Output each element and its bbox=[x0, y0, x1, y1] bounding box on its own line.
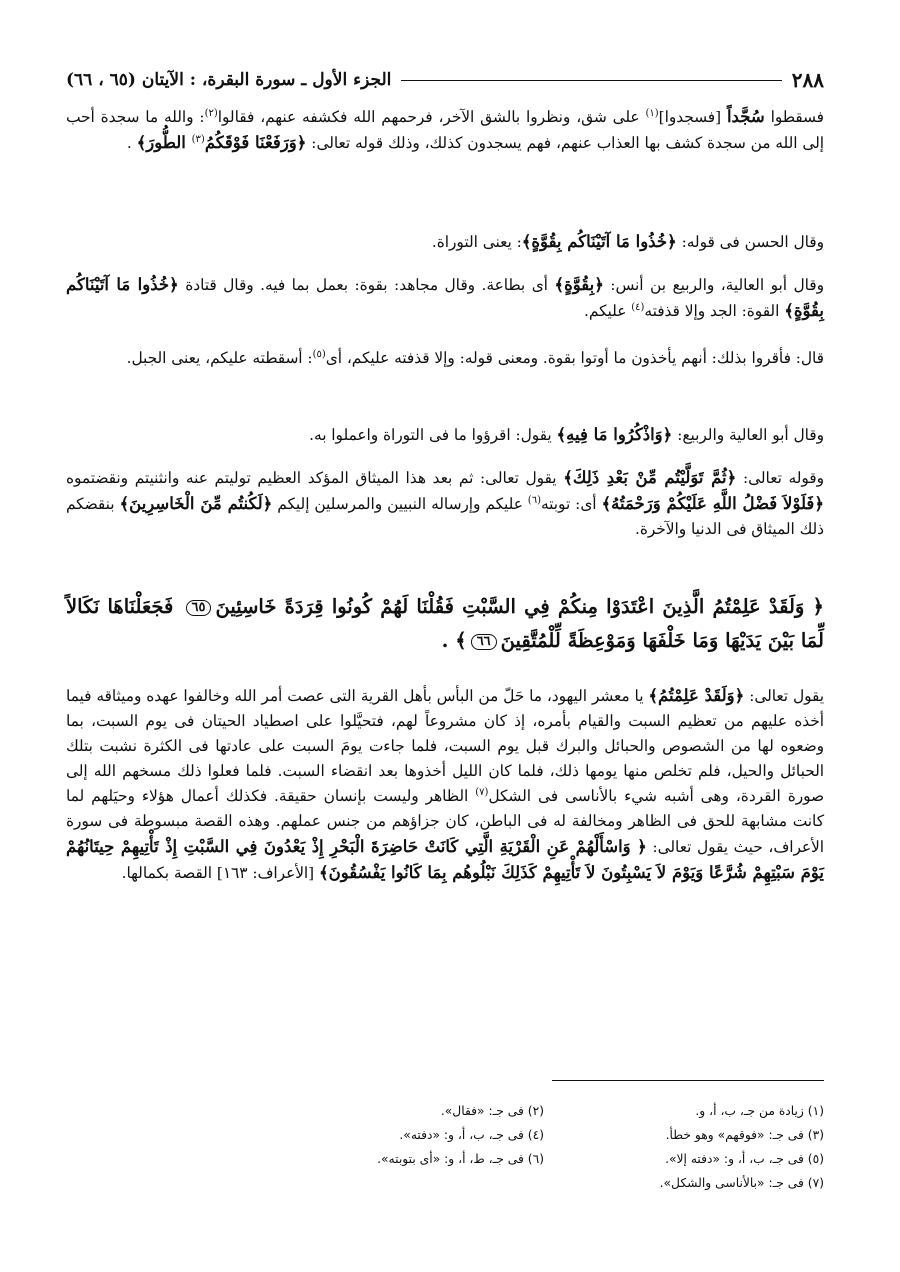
text: : أسقطته عليكم، يعنى الجبل. bbox=[126, 349, 313, 367]
quran-quote: ﴿بِقُوَّةٍ﴾ bbox=[554, 275, 604, 294]
quran-quote: سُجَّداً bbox=[726, 107, 765, 126]
text: القوة: الجد وإلا قذفته bbox=[644, 302, 785, 320]
text: أى: توبته bbox=[540, 495, 602, 513]
paragraph-4 bbox=[66, 346, 824, 371]
footnote-ref: (٦) bbox=[527, 494, 541, 506]
paragraph-6 bbox=[66, 465, 824, 542]
footnote-3: (٣) فى جـ: «فوقهم» وهو خطأ. bbox=[665, 1128, 824, 1142]
text: الظاهر وليست بإنسان حقيقة. فكذلك أعمال هؤلاء وحيَلهم لما كانت مشابهة للحق فى الظاهر ومخالفة له فى الباطن، كان جزاؤهم من جنس عملهم. وهذه القصة مبسوطة فى سورة الأعراف، حيث يقول تعالى: bbox=[66, 787, 824, 856]
text: : والله ما سجدة أحب إلى الله من سجدة كشف بها العذاب عنهم، فهم يسجدون كذلك، وذلك قوله تعالى: bbox=[66, 108, 824, 152]
text: فسقطوا bbox=[770, 108, 824, 126]
text: يقول: اقرؤوا ما فى التوراة واعملوا به. bbox=[309, 426, 557, 444]
footnote-1: (١) زيادة من جـ، ب، أ، و. bbox=[695, 1104, 824, 1118]
verse-text: ﴾ . bbox=[441, 629, 467, 652]
text: [الأعراف: ١٦٣] القصة بكمالها. bbox=[121, 864, 319, 882]
quran-quote: ﴿لَكُنتُم مِّنَ الْخَاسِرِينَ﴾ bbox=[119, 494, 273, 513]
text: وقوله تعالى: bbox=[736, 469, 824, 487]
footnote-ref: (٧) bbox=[475, 786, 489, 798]
page-header bbox=[66, 66, 824, 94]
page-number: ٢٨٨ bbox=[791, 68, 824, 92]
footnote-rule bbox=[552, 1080, 824, 1081]
header-rule bbox=[401, 80, 781, 81]
text: وقال أبو العالية والربيع: bbox=[672, 426, 824, 444]
paragraph-3 bbox=[66, 272, 824, 324]
quran-quote: الطُّورَ﴾ bbox=[136, 133, 192, 152]
text: . bbox=[126, 134, 137, 152]
paragraph-7 bbox=[66, 683, 824, 886]
running-title: الجزء الأول ـ سورة البقرة، : الآيتان (٦٥ ، ٦٦) bbox=[66, 70, 392, 90]
footnote-ref: (١) bbox=[645, 107, 659, 119]
quran-quote: ﴿وَلَقَدْ عَلِمْتُمُ﴾ bbox=[648, 686, 745, 705]
text: على شق، ونظروا بالشق الآخر، فرحمهم الله فكشفه عنهم، فقالوا bbox=[217, 108, 646, 126]
quran-quote: ﴿ وَاسْأَلْهُمْ عَنِ الْقَرْيَةِ الَّتِي كَانَتْ حَاضِرَةَ الْبَحْرِ إِذْ يَعْدُونَ فِي السَّبْتِ إِذْ تَأْتِيهِمْ حِيتَانُهُمْ يَوْمَ سَبْتِهِمْ شُرَّعًا وَيَوْمَ لاَ يَسْبِتُونَ لاَ تَأْتِيهِمْ كَذَلِكَ نَبْلُوهُم بِمَا كَانُوا يَفْسُقُونَ﴾ bbox=[66, 837, 824, 882]
footnote-7: (٧) فى جـ: «بالأناسى والشكل». bbox=[659, 1176, 824, 1190]
verse-number-marker: ٦٥ bbox=[186, 600, 212, 616]
text: يقول تعالى: ثم بعد هذا الميثاق المؤكد العظيم توليتم عنه وانثنيتم ونقضتموه bbox=[66, 469, 564, 487]
text: قال: فأقروا بذلك: أنهم يأخذون ما أوتوا بقوة. ومعنى قوله: وإلا قذفته عليكم، أى bbox=[325, 349, 824, 367]
footnote-4: (٤) فى جـ، ب، أ، و: «دفته». bbox=[399, 1128, 544, 1142]
verse-number-marker: ٦٦ bbox=[471, 634, 497, 650]
text: : يعنى التوراة. bbox=[431, 233, 522, 251]
paragraph-5 bbox=[66, 422, 824, 448]
quran-quote: ﴿وَاذْكُرُوا مَا فِيهِ﴾ bbox=[556, 425, 673, 444]
paragraph-2 bbox=[66, 229, 824, 255]
text: [فسجدوا] bbox=[658, 108, 727, 126]
verse-block bbox=[66, 590, 824, 658]
footnote-6: (٦) فى جـ، ط، أ، و: «أى بتوبته». bbox=[377, 1152, 544, 1166]
text: عليكم وإرساله النبيين والمرسلين إليكم bbox=[272, 495, 528, 513]
paragraph-1 bbox=[66, 104, 824, 156]
text: وقال أبو العالية، والربيع بن أنس: bbox=[603, 276, 824, 294]
quran-quote: ﴿ثُمَّ تَوَلَّيْتُم مِّنْ بَعْدِ ذَلِكَ﴾ bbox=[563, 468, 737, 487]
verse-text: فَجَعَلْنَاهَا نَكَالاً لِّمَا بَيْنَ يَدَيْهَا وَمَا خَلْفَهَا وَمَوْعِظَةً لِّلْمُتَّقِينَ bbox=[66, 595, 824, 652]
footnote-2: (٢) فى جـ: «فقال». bbox=[440, 1104, 544, 1118]
quran-quote: ﴿خُذُوا مَا آتَيْنَاكُم بِقُوَّةٍ﴾ bbox=[66, 275, 824, 320]
text: وقال الحسن فى قوله: bbox=[676, 233, 824, 251]
footnote-ref: (٣) bbox=[191, 133, 205, 145]
quran-quote: ﴿فَلَوْلاَ فَضْلُ اللَّهِ عَلَيْكُمْ وَرَحْمَتُهُ﴾ bbox=[601, 494, 824, 513]
text: يقول تعالى: bbox=[744, 687, 824, 705]
text: يا معشر اليهود، ما حَلّ من البأس بأهل القرية التى عصت أمر الله وخالفوا عهده وميثاقه فيما أخذه عليهم من تعظيم السبت والقيام بأمره، إذ كان مشروعاً لهم، فتحيَّلوا على اصطياد الحيتان فى يوم السبت، بما وضعوه لها من الشصوص والحبائل والبرك قبل يوم السبت، فلما جاءت يومَ السبت على عادتها فى الكثرة نشبت بتلك الحبائل والحيل، فلم تخلص منها يومها ذلك، فلما كان الليل أخذوها بعد انقضاء السبت. فلما فعلوا ذلك مسخهم الله إلى صورة القردة، وهى أشبه شيء بالأناسى فى الشكل bbox=[66, 687, 824, 805]
quran-quote: ﴿وَرَفَعْنَا فَوْقَكُمُ bbox=[204, 133, 307, 152]
verse-text: ﴿ وَلَقَدْ عَلِمْتُمُ الَّذِينَ اعْتَدَوْا مِنكُمْ فِي السَّبْتِ فَقُلْنَا لَهُمْ كُونُوا قِرَدَةً خَاسِئِينَ bbox=[215, 595, 824, 618]
footnote-ref: (٤) bbox=[631, 301, 645, 313]
text: أى بطاعة. وقال مجاهد: بقوة: بعمل بما فيه. وقال قتادة bbox=[178, 276, 555, 294]
quran-quote: ﴿خُذُوا مَا آتَيْنَاكُم بِقُوَّةٍ﴾ bbox=[521, 232, 677, 251]
footnote-ref: (٥) bbox=[312, 348, 326, 360]
footnote-ref: (٢) bbox=[204, 107, 218, 119]
text: بنقضكم ذلك الميثاق فى الدنيا والآخرة. bbox=[66, 495, 824, 538]
footnote-5: (٥) فى جـ، ب، أ، و: «دفته إلا». bbox=[665, 1152, 824, 1166]
text: عليكم. bbox=[584, 302, 632, 320]
